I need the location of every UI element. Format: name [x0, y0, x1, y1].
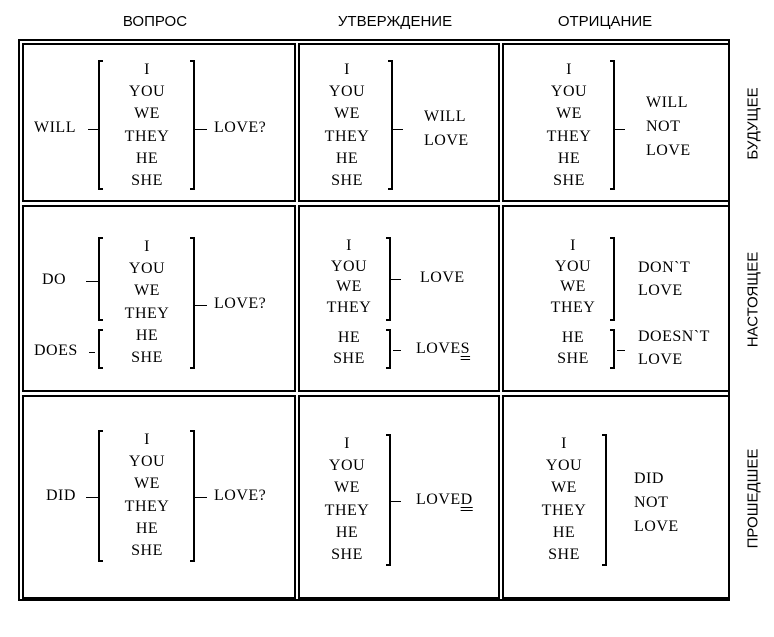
future-negative-line1: WILL: [646, 94, 688, 111]
present-negative-cell: [502, 205, 730, 392]
right-bracket: [386, 434, 391, 566]
pronoun: YOU: [328, 457, 366, 475]
tense-past-label: ПРОШЕДШЕЕ: [744, 448, 762, 548]
verb-stem: LOVE: [416, 491, 461, 508]
pronoun: HE: [135, 519, 159, 537]
left-bracket: [98, 329, 103, 369]
pronoun: I: [144, 238, 150, 255]
present-affirmative-third-verb: [416, 339, 470, 359]
present-affirmative-pronouns-third: [314, 328, 384, 369]
pronoun: I: [346, 237, 352, 254]
future-affirmative-cell: [298, 43, 500, 202]
pronoun: I: [344, 435, 350, 452]
left-bracket: [98, 430, 103, 562]
pronoun: THEY: [124, 127, 170, 145]
present-question-pronouns: [108, 236, 186, 369]
left-bracket: [98, 60, 103, 190]
verb-ending: S: [460, 340, 471, 357]
pronoun: I: [561, 435, 567, 452]
future-negative-cell: [502, 43, 730, 202]
pronoun: HE: [135, 326, 159, 344]
pronoun: SHE: [331, 545, 363, 563]
right-bracket: [190, 237, 195, 369]
present-question-verb: LOVE?: [214, 295, 267, 312]
pronoun: HE: [135, 149, 159, 167]
past-negative-pronouns: [529, 433, 599, 566]
present-negative-pronouns-plural: [538, 236, 608, 318]
past-question-aux: DID: [46, 487, 76, 504]
past-negative-line2: NOT: [634, 494, 669, 511]
pronoun: SHE: [131, 171, 163, 189]
present-affirmative-cell: [298, 205, 500, 392]
tense-present-label: НАСТОЯЩЕЕ: [744, 251, 762, 347]
pronoun: HE: [561, 329, 585, 346]
past-question-verb: LOVE?: [214, 487, 267, 504]
pronoun: SHE: [331, 171, 363, 189]
future-question-pronouns: [108, 59, 186, 192]
tense-future-label: БУДУЩЕЕ: [744, 86, 762, 160]
future-question-cell: [22, 43, 296, 202]
pronoun: HE: [337, 329, 361, 346]
pronoun: SHE: [553, 171, 585, 189]
right-bracket: [610, 60, 615, 190]
pronoun: THEY: [541, 501, 587, 519]
connector-dash: [615, 129, 625, 130]
pronoun: I: [570, 237, 576, 254]
future-negative-line3: LOVE: [646, 142, 691, 159]
connector-dash: [393, 350, 401, 351]
right-bracket: [190, 60, 195, 190]
connector-dash: [393, 129, 403, 130]
right-bracket: [610, 329, 615, 369]
pronoun: THEY: [550, 298, 596, 316]
pronoun: THEY: [546, 127, 592, 145]
pronoun: WE: [560, 278, 586, 295]
present-negative-third-line1: DOESN`T: [638, 328, 710, 345]
pronoun: YOU: [554, 257, 592, 275]
connector-dash: [391, 279, 401, 280]
pronoun: I: [144, 431, 150, 448]
present-affirmative-pronouns-plural: [314, 236, 384, 318]
pronoun: HE: [335, 149, 359, 167]
pronoun: WE: [134, 475, 160, 493]
pronoun: WE: [336, 278, 362, 295]
pronoun: WE: [334, 479, 360, 497]
pronoun: YOU: [545, 457, 583, 475]
past-negative-line1: DID: [634, 470, 664, 487]
left-bracket: [98, 237, 103, 321]
right-bracket: [386, 329, 391, 369]
right-bracket: [602, 434, 607, 566]
right-bracket: [388, 60, 393, 190]
right-bracket: [190, 430, 195, 562]
pronoun: WE: [334, 105, 360, 123]
header-question: ВОПРОС: [122, 13, 188, 30]
pronoun: THEY: [124, 304, 170, 322]
future-question-aux: WILL: [34, 119, 76, 136]
pronoun: SHE: [557, 349, 589, 367]
present-question-aux-third: DOES: [34, 342, 78, 359]
pronoun: YOU: [550, 83, 588, 101]
past-negative-cell: [502, 395, 730, 599]
pronoun: I: [144, 61, 150, 78]
past-affirmative-pronouns: [312, 433, 382, 566]
pronoun: SHE: [333, 349, 365, 367]
connector-dash: [195, 497, 207, 498]
pronoun: SHE: [131, 541, 163, 559]
pronoun: THEY: [324, 501, 370, 519]
past-affirmative-verb: [416, 490, 473, 510]
pronoun: HE: [557, 149, 581, 167]
pronoun: WE: [134, 105, 160, 123]
future-affirmative-pronouns: [312, 59, 382, 192]
present-negative-third-line2: LOVE: [638, 351, 683, 368]
present-question-aux-plural: DO: [42, 271, 67, 288]
header-negative: ОТРИЦАНИЕ: [557, 13, 653, 30]
pronoun: I: [566, 61, 572, 78]
pronoun: I: [344, 61, 350, 78]
pronoun: HE: [335, 523, 359, 541]
present-negative-plural-line2: LOVE: [638, 282, 683, 299]
connector-dash: [617, 350, 625, 351]
present-negative-pronouns-third: [538, 328, 608, 369]
pronoun: WE: [551, 479, 577, 497]
verb-stem: LOVE: [416, 340, 461, 357]
pronoun: HE: [552, 523, 576, 541]
future-negative-line2: NOT: [646, 118, 681, 135]
past-question-pronouns: [108, 429, 186, 562]
future-affirmative-line2: LOVE: [424, 132, 469, 149]
past-question-cell: [22, 395, 296, 599]
pronoun: THEY: [326, 298, 372, 316]
present-affirmative-plural-verb: LOVE: [420, 269, 465, 286]
future-affirmative-line1: WILL: [424, 108, 466, 125]
pronoun: YOU: [128, 260, 166, 278]
past-affirmative-cell: [298, 395, 500, 599]
connector-dash: [391, 501, 401, 502]
pronoun: SHE: [131, 348, 163, 366]
pronoun: THEY: [324, 127, 370, 145]
present-question-cell: [22, 205, 296, 392]
present-negative-plural-line1: DON`T: [638, 259, 691, 276]
connector-dash: [195, 305, 207, 306]
connector-dash: [195, 129, 207, 130]
pronoun: YOU: [128, 83, 166, 101]
header-affirmative: УТВЕРЖДЕНИЕ: [337, 13, 453, 30]
pronoun: YOU: [128, 453, 166, 471]
pronoun: THEY: [124, 497, 170, 515]
right-bracket: [610, 237, 615, 321]
past-negative-line3: LOVE: [634, 518, 679, 535]
connector-dash: [89, 352, 95, 353]
verb-ending: D: [460, 491, 473, 508]
pronoun: YOU: [328, 83, 366, 101]
pronoun: WE: [134, 282, 160, 300]
future-negative-pronouns: [534, 59, 604, 192]
pronoun: SHE: [548, 545, 580, 563]
future-question-verb: LOVE?: [214, 119, 267, 136]
pronoun: WE: [556, 105, 582, 123]
pronoun: YOU: [330, 257, 368, 275]
